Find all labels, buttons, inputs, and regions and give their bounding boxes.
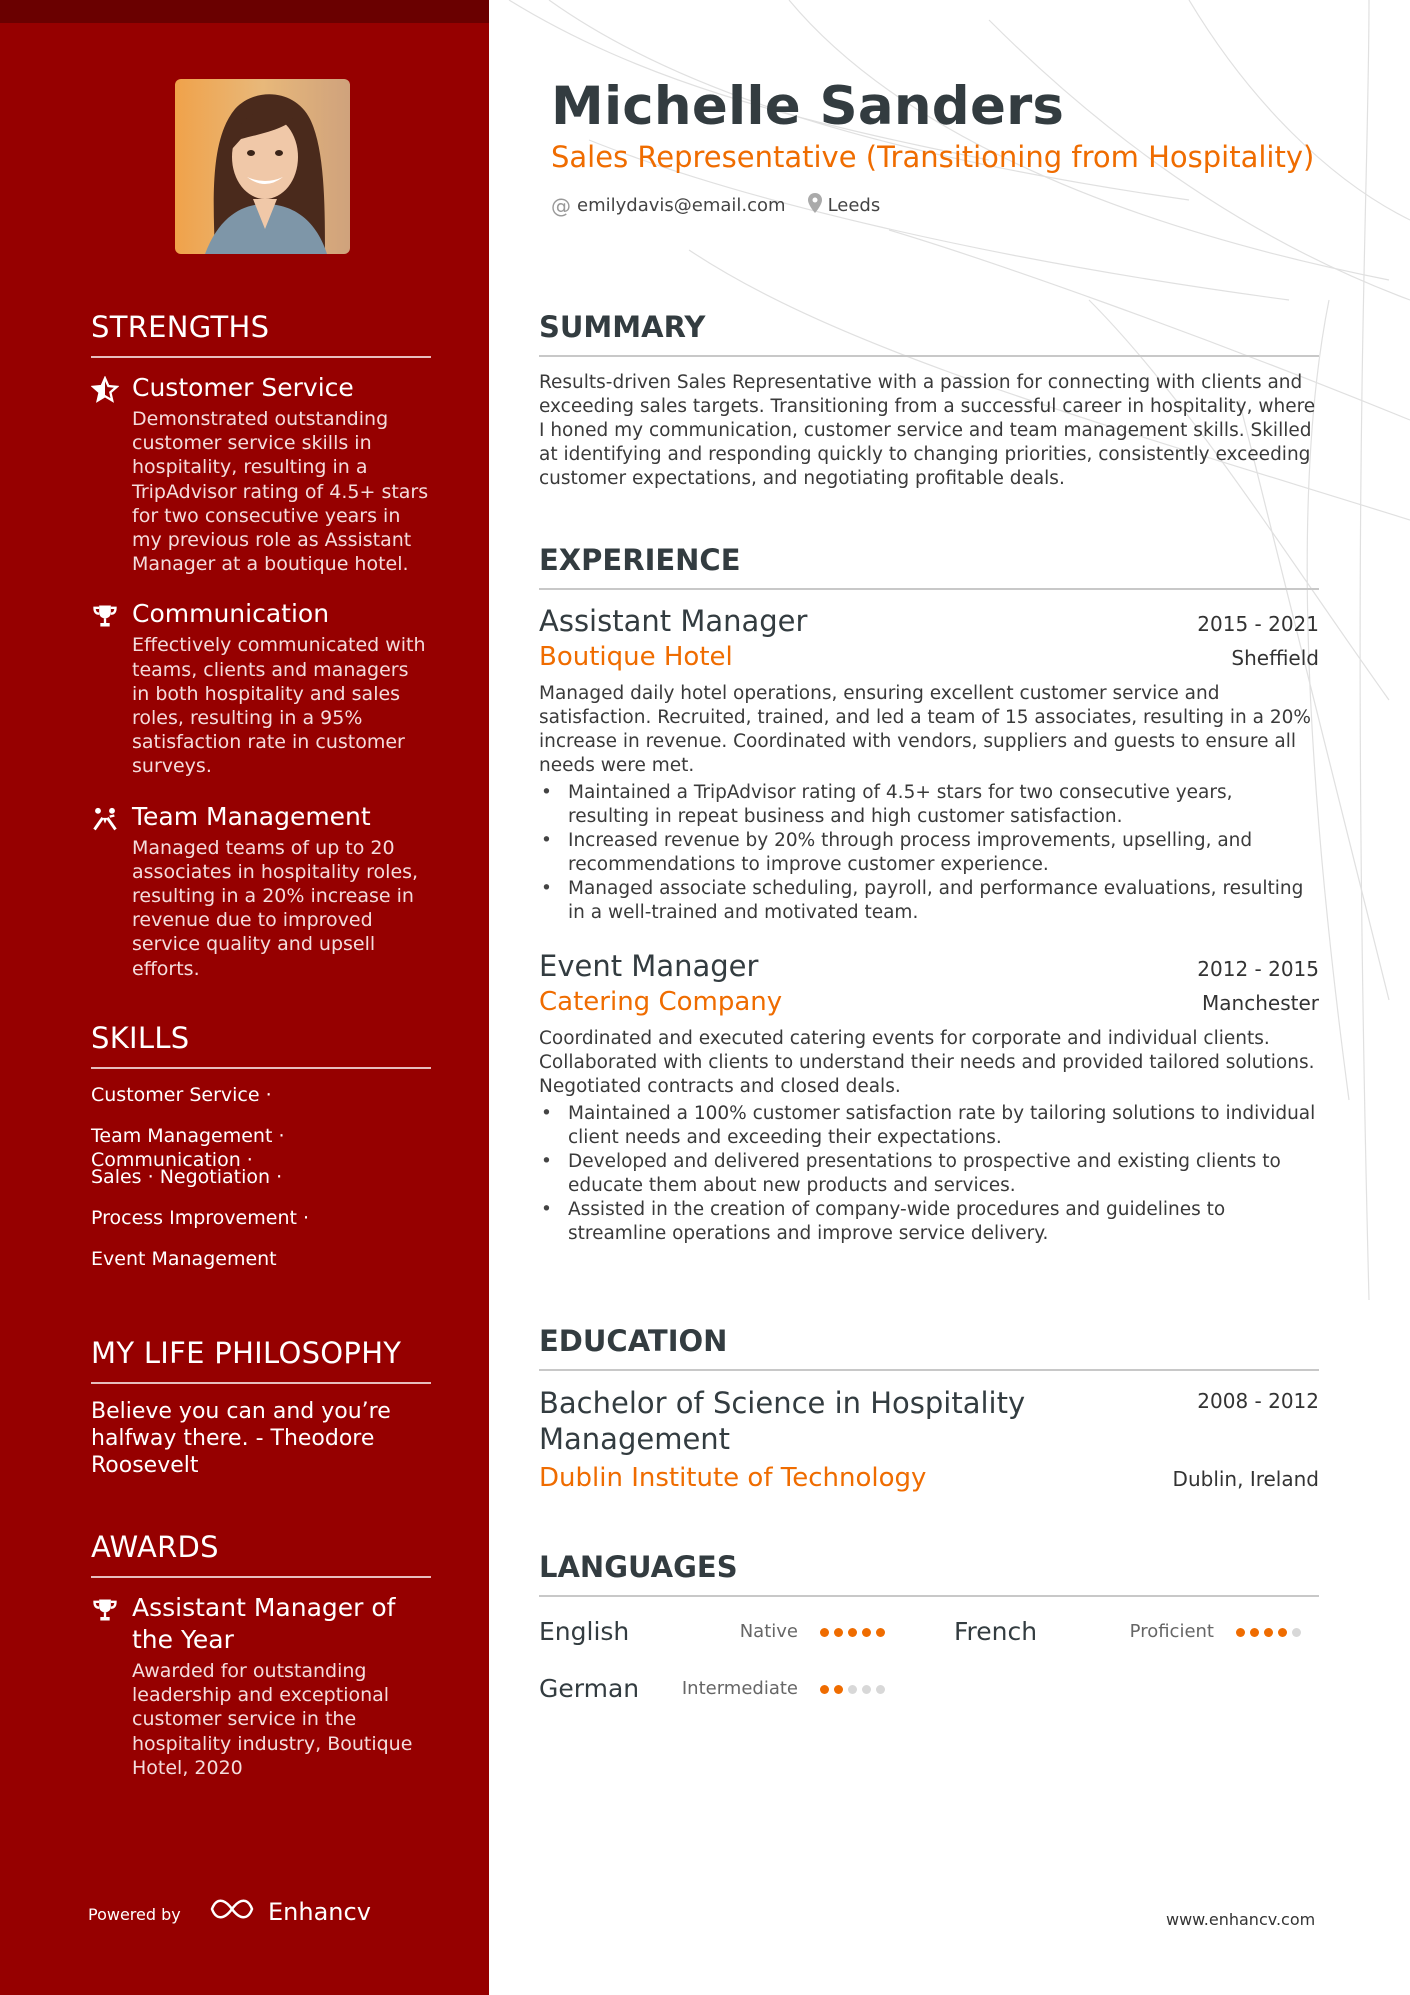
trophy-icon (91, 602, 119, 630)
location-text: Leeds (827, 195, 881, 216)
language-name: English (539, 1617, 630, 1646)
experience-section (539, 543, 1319, 1270)
education-section (539, 1324, 1319, 1493)
team-icon (91, 805, 119, 833)
location-pin-icon (808, 193, 822, 218)
rating-dot-filled (1278, 1628, 1287, 1637)
skill-line: Team Management · Communication · (91, 1125, 285, 1171)
education-heading: EDUCATION (539, 1324, 1319, 1371)
trophy-icon (91, 1596, 119, 1624)
job-title: Assistant Manager (539, 604, 808, 638)
job-description: Coordinated and executed catering events for corporate and individual clients. Collaborated with clients to understand their needs and provided tailored solutions. Negotiated contracts and closed deals. (539, 1028, 1315, 1097)
language-name: French (954, 1617, 1038, 1646)
job-dates: 2012 - 2015 (1197, 957, 1319, 981)
rating-dot-filled (1250, 1628, 1259, 1637)
sidebar (0, 0, 489, 1995)
job-location: Manchester (1202, 991, 1319, 1015)
enhancv-logo-icon (208, 1896, 256, 1928)
achievement-item: • Maintained a TripAdvisor rating of 4.5+ stars for two consecutive years, resulting in repeat business and high customer satisfaction. (539, 781, 1319, 829)
language-name: German (539, 1674, 640, 1703)
rating-dot-empty (848, 1685, 857, 1694)
rating-dot-empty (876, 1685, 885, 1694)
skill-line: Process Improvement · (91, 1207, 310, 1229)
education-location: Dublin, Ireland (1172, 1467, 1319, 1491)
strengths-section (91, 310, 431, 1003)
job-company: Boutique Hotel (539, 642, 733, 672)
rating-dot-filled (848, 1628, 857, 1637)
rating-dot-filled (862, 1628, 871, 1637)
job-title: Event Manager (539, 949, 759, 983)
strength-item (91, 372, 431, 576)
strength-title: Team Management (132, 801, 371, 831)
achievement-item: • Maintained a 100% customer satisfaction rate by tailoring solutions to individual client needs and exceeding their expectations. (539, 1102, 1319, 1150)
skills-section (91, 1021, 431, 1288)
achievement-item: • Managed associate scheduling, payroll, and performance evaluations, resulting in a well-trained and motivated team. (539, 877, 1319, 925)
summary-heading: SUMMARY (539, 310, 1319, 357)
brand-logo[interactable] (208, 1896, 371, 1928)
strength-title: Customer Service (132, 373, 354, 402)
rating-dot-filled (1236, 1628, 1245, 1637)
summary-section (539, 310, 1319, 491)
rating-dot-filled (834, 1685, 843, 1694)
achievement-item: • Assisted in the creation of company-wide procedures and guidelines to streamline operations and improve service delivery. (539, 1198, 1319, 1246)
language-rating (820, 1628, 885, 1637)
skill-line: Sales · Negotiation · (91, 1166, 283, 1188)
candidate-name: Michelle Sanders (551, 76, 1065, 137)
brand-name: Enhancv (268, 1898, 371, 1926)
school-name: Dublin Institute of Technology (539, 1463, 927, 1493)
rating-dot-empty (1292, 1628, 1301, 1637)
strength-description: Demonstrated outstanding customer service skills in hospitality, resulting in a TripAdvisor rating of 4.5+ stars for two consecutive years in my previous role as Assistant Manager at a boutique hotel. (132, 408, 429, 576)
degree-title: Bachelor of Science in Hospitality Management (539, 1386, 1026, 1456)
languages-grid (539, 1611, 1319, 1731)
contact-row (551, 193, 880, 218)
philosophy-heading: MY LIFE PHILOSOPHY (91, 1336, 431, 1384)
job-achievements (539, 781, 1319, 925)
email-contact[interactable] (551, 194, 786, 218)
language-rating (820, 1685, 885, 1694)
job-location: Sheffield (1231, 646, 1319, 670)
philosophy-section (91, 1336, 431, 1479)
main-content (489, 0, 1410, 1995)
powered-by-label: Powered by (88, 1905, 181, 1924)
strength-description: Managed teams of up to 20 associates in hospitality roles, resulting in a 20% increase in revenue due to improved service quality and upsell efforts. (132, 836, 419, 980)
sidebar-top-bar (0, 0, 489, 23)
languages-section (539, 1550, 1319, 1731)
candidate-role: Sales Representative (Transitioning from Hospitality) (551, 140, 1315, 174)
strength-title: Communication (132, 599, 330, 629)
rating-dot-filled (820, 1685, 829, 1694)
education-dates: 2008 - 2012 (1197, 1389, 1319, 1413)
award-item (91, 1592, 431, 1780)
strengths-heading: STRENGTHS (91, 310, 431, 358)
rating-dot-filled (876, 1628, 885, 1637)
skills-list (91, 1083, 431, 1288)
languages-heading: LANGUAGES (539, 1550, 1319, 1597)
language-level: Intermediate (681, 1678, 798, 1699)
star-icon (91, 376, 119, 404)
rating-dot-filled (1264, 1628, 1273, 1637)
language-level: Native (739, 1621, 798, 1642)
website-link[interactable]: www.enhancv.com (1166, 1910, 1316, 1929)
location-contact (808, 193, 881, 218)
awards-section (91, 1530, 431, 1802)
job-achievements (539, 1102, 1319, 1246)
skills-heading: SKILLS (91, 1021, 431, 1069)
achievement-item: • Increased revenue by 20% through process improvements, upselling, and recommendations to improve customer experience. (539, 829, 1319, 877)
strength-item (91, 801, 431, 981)
skill-line: Customer Service · (91, 1084, 272, 1106)
rating-dot-empty (862, 1685, 871, 1694)
email-text: emilydavis@email.com (577, 195, 786, 216)
achievement-item: • Developed and delivered presentations to prospective and existing clients to educate them about new products and services. (539, 1150, 1319, 1198)
award-description: Awarded for outstanding leadership and exceptional customer service in the hospitality industry, Boutique Hotel, 2020 (132, 1660, 413, 1779)
strength-description: Effectively communicated with teams, clients and managers in both hospitality and sales roles, resulting in a 95% satisfaction rate in customer surveys. (132, 634, 426, 778)
awards-heading: AWARDS (91, 1530, 431, 1578)
job-entry (539, 949, 1319, 1246)
rating-dot-filled (820, 1628, 829, 1637)
award-title: Assistant Manager of the Year (132, 1593, 396, 1654)
job-dates: 2015 - 2021 (1197, 612, 1319, 636)
summary-text: Results-driven Sales Representative with a passion for connecting with clients and exceeding sales targets. Transitioning from a successful career in hospitality, where I honed my communication, customer service and team management skills. Skilled at identifying and responding quickly to changing priorities, consistently exceeding customer expectations, and negotiating profitable deals. (539, 372, 1316, 489)
strength-item (91, 598, 431, 778)
language-level: Proficient (1129, 1621, 1214, 1642)
language-rating (1236, 1628, 1301, 1637)
profile-photo (175, 79, 350, 254)
experience-heading: EXPERIENCE (539, 543, 1319, 590)
rating-dot-filled (834, 1628, 843, 1637)
job-company: Catering Company (539, 987, 783, 1017)
job-entry (539, 604, 1319, 925)
philosophy-quote: Believe you can and you’re halfway there. - Theodore Roosevelt (91, 1399, 391, 1478)
job-description: Managed daily hotel operations, ensuring excellent customer service and satisfaction. Recruited, trained, and led a team of 15 associates, resulting in a 20% increase in revenue. Coordinated with vendors, suppliers and guests to ensure all needs were met. (539, 683, 1311, 776)
skill-line: Event Management (91, 1248, 277, 1270)
at-icon: @ (551, 193, 571, 218)
